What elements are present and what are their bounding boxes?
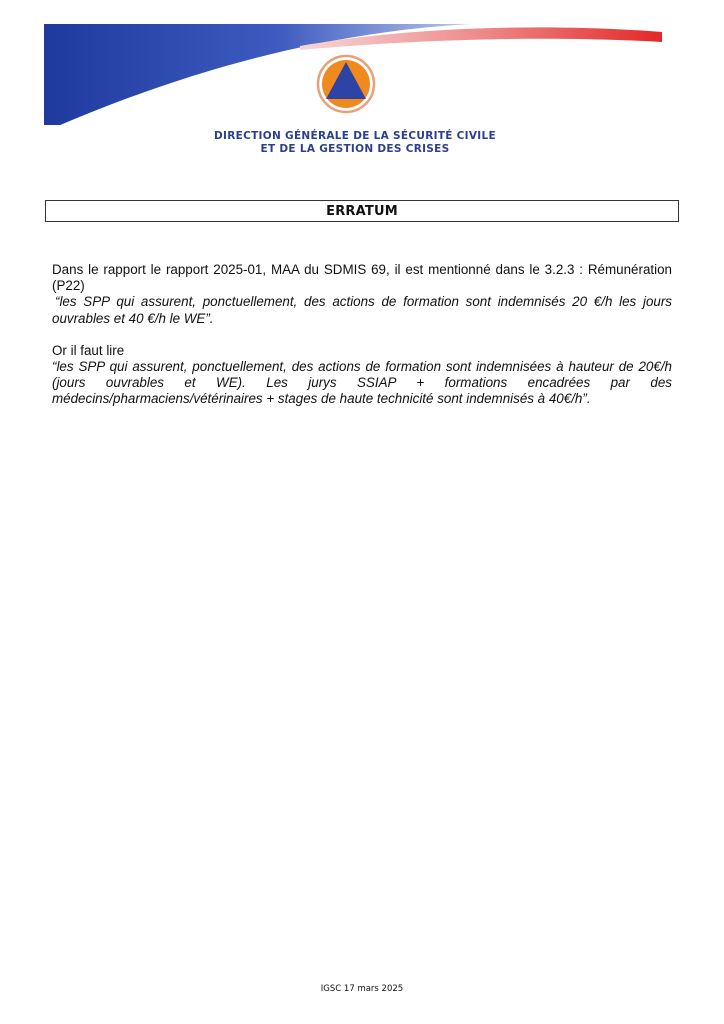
document-body — [52, 262, 672, 408]
organization-name-line-1: DIRECTION GÉNÉRALE DE LA SÉCURITÉ CIVILE — [214, 130, 496, 142]
original-quote: “les SPP qui assurent, ponctuellement, des actions de formation sont indemnisés 20 €/h les jours ouvrables et 40 €/h le WE”. — [52, 294, 672, 326]
organization-name-line-2: ET DE LA GESTION DES CRISES — [260, 143, 450, 155]
correction-intro: Or il faut lire — [52, 342, 125, 358]
intro-paragraph: Dans le rapport le rapport 2025-01, MAA du SDMIS 69, il est mentionné dans le 3.2.3 : Rémunération (P22) — [52, 262, 672, 294]
organization-name — [190, 130, 520, 156]
header-banner — [0, 0, 724, 125]
securite-civile-logo — [318, 56, 374, 112]
corrected-quote: “les SPP qui assurent, ponctuellement, des actions de formation sont indemnisées à hauteur de 20€/h (jours ouvrables et WE). Les jurys SSIAP + formations encadrées par des médecins/pharmaciens/vétérinaires + stages de haute technicité sont indemnisés à 40€/h”. — [52, 359, 672, 407]
erratum-title-box — [45, 200, 679, 222]
footer-text: IGSC 17 mars 2025 — [320, 984, 404, 994]
page-title: ERRATUM — [326, 203, 398, 219]
